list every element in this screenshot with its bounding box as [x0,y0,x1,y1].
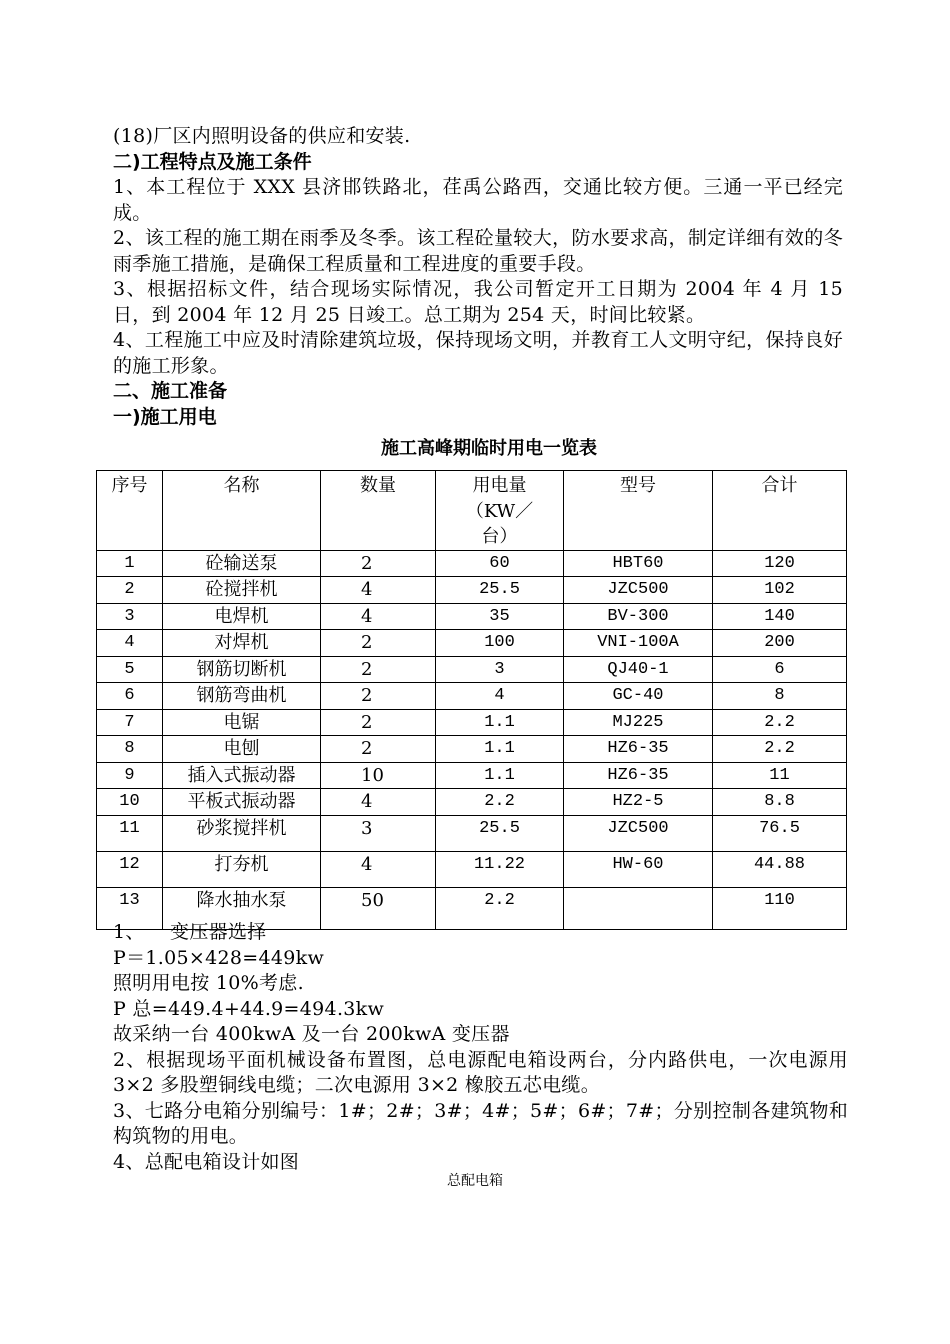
cell-quantity: 3 [321,815,436,851]
table-row [97,683,847,710]
cell-name: 对焊机 [163,630,321,657]
lighting-note: 照明用电按 10%考虑. [113,972,304,994]
cell-power: 3 [436,656,564,683]
cell-model: JZC500 [564,577,713,604]
cell-index: 11 [97,815,163,851]
cell-power: 60 [436,550,564,577]
cell-power: 1.1 [436,736,564,763]
cell-index: 2 [97,577,163,604]
cell-power: 2.2 [436,789,564,816]
cell-model: HZ6-35 [564,762,713,789]
cell-total: 76.5 [713,815,847,851]
cell-total: 120 [713,550,847,577]
cell-total: 8.8 [713,789,847,816]
cell-total: 11 [713,762,847,789]
transformer-section [113,920,848,1175]
cell-quantity: 4 [321,789,436,816]
cell-index: 1 [97,550,163,577]
document-body [113,124,843,472]
formula-p: P＝1.05×428=449kw [113,946,325,969]
cell-model: MJ225 [564,709,713,736]
cell-power: 2.2 [436,887,564,929]
cell-total: 2.2 [713,736,847,763]
header-power-label: 用电量（KW／台） [465,475,534,547]
cell-quantity: 2 [321,656,436,683]
cell-index: 10 [97,789,163,816]
cell-index: 5 [97,656,163,683]
cell-model: GC-40 [564,683,713,710]
cell-index: 4 [97,630,163,657]
cell-power: 35 [436,603,564,630]
figure-caption: 总配电箱 [447,1173,503,1189]
cell-index: 7 [97,709,163,736]
paragraph-location: 1、本工程位于 XXX 县济邯铁路北，荏禹公路西，交通比较方便。三通一平已经完成。 [113,176,843,224]
paragraph-distribution: 2、根据现场平面机械设备布置图，总电源配电箱设两台，分内路供电，一次电源用 3×2 多股塑铜线电缆；二次电源用 3×2 橡胶五芯电缆。 [113,1048,848,1096]
table-row [97,789,847,816]
cell-quantity: 10 [321,762,436,789]
cell-quantity: 2 [321,709,436,736]
cell-name: 砂浆搅拌机 [163,815,321,851]
cell-model: VNI-100A [564,630,713,657]
paragraph-cleanup: 4、工程施工中应及时清除建筑垃圾，保持现场文明，并教育工人文明守纪，保持良好的施工形象。 [113,329,843,377]
cell-name: 电刨 [163,736,321,763]
cell-model: JZC500 [564,815,713,851]
transformer-heading: 1、 变压器选择 [113,921,267,943]
table-row [97,550,847,577]
cell-index: 3 [97,603,163,630]
cell-total: 8 [713,683,847,710]
cell-model: HZ6-35 [564,736,713,763]
cell-name: 电焊机 [163,603,321,630]
cell-quantity: 4 [321,603,436,630]
power-usage-table [96,470,847,930]
header-model: 型号 [564,471,713,551]
cell-quantity: 2 [321,630,436,657]
paragraph-subboxes: 3、七路分电箱分别编号：1#；2#；3#；4#；5#；6#；7#；分别控制各建筑物和构筑物的用电。 [113,1099,848,1147]
design-note: 4、总配电箱设计如图 [113,1150,300,1173]
cell-total: 140 [713,603,847,630]
paragraph-season: 2、该工程的施工期在雨季及冬季。该工程砼量较大，防水要求高，制定详细有效的冬雨季施工措施，是确保工程质量和工程进度的重要手段。 [113,227,843,275]
cell-quantity: 2 [321,736,436,763]
cell-name: 砼输送泵 [163,550,321,577]
paragraph-schedule: 3、根据招标文件，结合现场实际情况，我公司暂定开工日期为 2004 年 4 月 15 日，到 2004 年 12 月 25 日竣工。总工期为 254 天，时间比较紧。 [113,278,843,326]
cell-total: 102 [713,577,847,604]
cell-total: 110 [713,887,847,929]
table-row [97,577,847,604]
cell-power: 11.22 [436,851,564,887]
cell-name: 钢筋弯曲机 [163,683,321,710]
table-row [97,815,847,851]
cell-index: 6 [97,683,163,710]
cell-model: HW-60 [564,851,713,887]
cell-name: 插入式振动器 [163,762,321,789]
transformer-choice: 故采纳一台 400kwA 及一台 200kwA 变压器 [113,1023,510,1045]
cell-index: 13 [97,887,163,929]
cell-name: 平板式振动器 [163,789,321,816]
cell-quantity: 2 [321,550,436,577]
table-row [97,630,847,657]
table-title: 施工高峰期临时用电一览表 [381,438,597,459]
cell-power: 100 [436,630,564,657]
cell-name: 钢筋切断机 [163,656,321,683]
cell-total: 2.2 [713,709,847,736]
section-heading-features: 二)工程特点及施工条件 [113,150,312,173]
formula-p-total: P 总=449.4+44.9=494.3kw [113,997,385,1020]
cell-name: 打夯机 [163,851,321,887]
table-row [97,762,847,789]
cell-power: 1.1 [436,762,564,789]
cell-index: 12 [97,851,163,887]
cell-total: 44.88 [713,851,847,887]
header-total: 合计 [713,471,847,551]
cell-model: BV-300 [564,603,713,630]
cell-quantity: 4 [321,577,436,604]
item-18: (18)厂区内照明设备的供应和安装. [113,125,411,147]
cell-power: 25.5 [436,815,564,851]
table-row [97,603,847,630]
header-name: 名称 [163,471,321,551]
cell-quantity: 4 [321,851,436,887]
cell-index: 9 [97,762,163,789]
header-power [436,471,564,551]
cell-power: 25.5 [436,577,564,604]
table-row [97,709,847,736]
section-heading-power: 一)施工用电 [113,405,217,428]
cell-quantity: 50 [321,887,436,929]
cell-model: QJ40-1 [564,656,713,683]
cell-name: 砼搅拌机 [163,577,321,604]
table-row [97,736,847,763]
table-row [97,656,847,683]
cell-name: 降水抽水泵 [163,887,321,929]
header-index: 序号 [97,471,163,551]
cell-power: 4 [436,683,564,710]
cell-model: HZ2-5 [564,789,713,816]
cell-total: 200 [713,630,847,657]
cell-total: 6 [713,656,847,683]
table-row [97,851,847,887]
header-quantity: 数量 [321,471,436,551]
cell-model: HBT60 [564,550,713,577]
section-heading-preparation: 二、施工准备 [113,380,228,402]
table-header-row [97,471,847,551]
cell-power: 1.1 [436,709,564,736]
cell-name: 电锯 [163,709,321,736]
cell-index: 8 [97,736,163,763]
cell-quantity: 2 [321,683,436,710]
